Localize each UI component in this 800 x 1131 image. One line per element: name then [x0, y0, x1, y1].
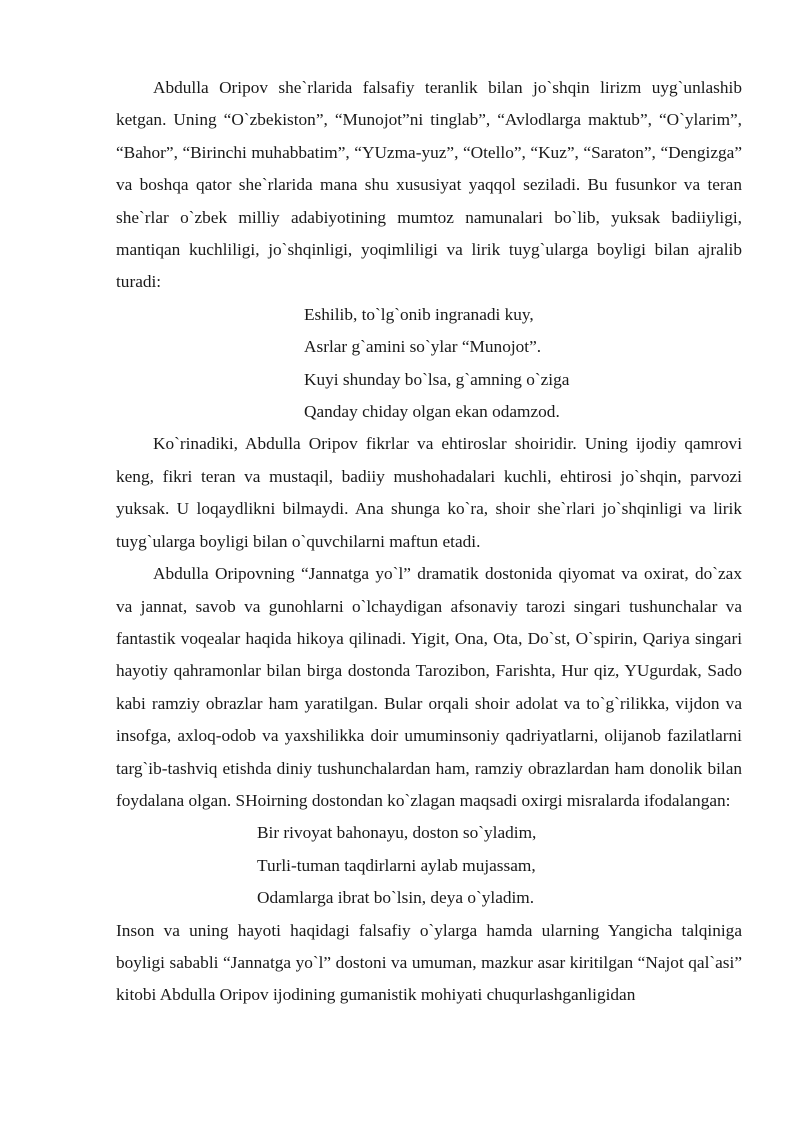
verse-line: Odamlarga ibrat bo`lsin, deya o`yladim.: [257, 888, 535, 908]
paragraph-jannatga-yol: Abdulla Oripovning “Jannatga yo`l” dramatik dostonida qiyomat va oxirat, do`zax va jannat, savob va gunohlarni o`lchaydigan afsonaviy tarozi singari tushunchalar va fantastik voqealar haqida hikoya qilinadi. Yigit, Ona, Ota, Do`st, O`spirin, Qariya singari hayotiy qahramonlar bilan birga dostonda Tarozibon, Farishta, Hur qiz, YUgurdak, Sado kabi ramziy obrazlar ham yaratilgan. Bular orqali shoir adolat va to`g`rilikka, vijdon va insofga, axloq-odob va yaxshilikka doir umuminsoniy qadriyatlarni, olijanob fazilatlarni targ`ib-tashviq etishda diniy tushunchalardan ham, ramziy obrazlardan ham donolik bilan foydalana olgan. SHoirning dostondan ko`zlagan maqsadi oxirgi misralarda ifodalangan:: [116, 564, 742, 810]
verse-line: Eshilib, to`lg`onib ingranadi kuy,: [304, 304, 534, 324]
paragraph-intro: Abdulla Oripov she`rlarida falsafiy teranlik bilan jo`shqin lirizm uyg`unlashib ketgan. Uning “O`zbekiston”, “Munojot”ni tinglab”, “Avlodlarga maktub”, “O`ylarim”, “Bahor”, “Birinchi muhabbatim”, “YUzma-yuz”, “Otello”, “Kuz”, “Saraton”, “Dengizga” va boshqa qator she`rlarida mana shu xususiyat yaqqol seziladi. Bu fusunkor va teran she`rlar o`zbek milliy adabiyotining mumtoz namunalari bo`lib, yuksak badiiyligi, mantiqan kuchliligi, jo`shqinligi, yoqimliligi va lirik tuyg`ularga boyligi bilan ajralib turadi:: [116, 78, 742, 292]
paragraph-conclusion: Inson va uning hayoti haqidagi falsafiy o`ylarga hamda ularning Yangicha talqiniga boyligi sababli “Jannatga yo`l” dostoni va umuman, mazkur asar kiritilgan “Najot qal`asi” kitobi Abdulla Oripov ijodining gumanistik mohiyati chuqurlashganligidan: [116, 920, 742, 1005]
verse-line: Turli-tuman taqdirlarni aylab mujassam,: [257, 855, 536, 875]
verse-line: Qanday chiday olgan ekan odamzod.: [304, 402, 560, 422]
document-page: [116, 72, 742, 1012]
verse-line: Bir rivoyat bahonayu, doston so`yladim,: [257, 823, 537, 843]
paragraph-poet-character: Ko`rinadiki, Abdulla Oripov fikrlar va ehtiroslar shoiridir. Uning ijodiy qamrovi keng, fikri teran va mustaqil, badiiy mushohadalari kuchli, ehtirosi jo`shqin, parvozi yuksak. U loqaydlikni bilmaydi. Ana shunga ko`ra, shoir she`rlari jo`shqinligi va lirik tuyg`ularga boyligi bilan o`quvchilarni maftun etadi.: [116, 434, 742, 551]
verse-line: Asrlar g`amini so`ylar “Munojot”.: [304, 337, 542, 357]
verse-munojot: [116, 299, 742, 429]
verse-doston-ending: [116, 817, 742, 914]
verse-line: Kuyi shunday bo`lsa, g`amning o`ziga: [304, 369, 570, 389]
